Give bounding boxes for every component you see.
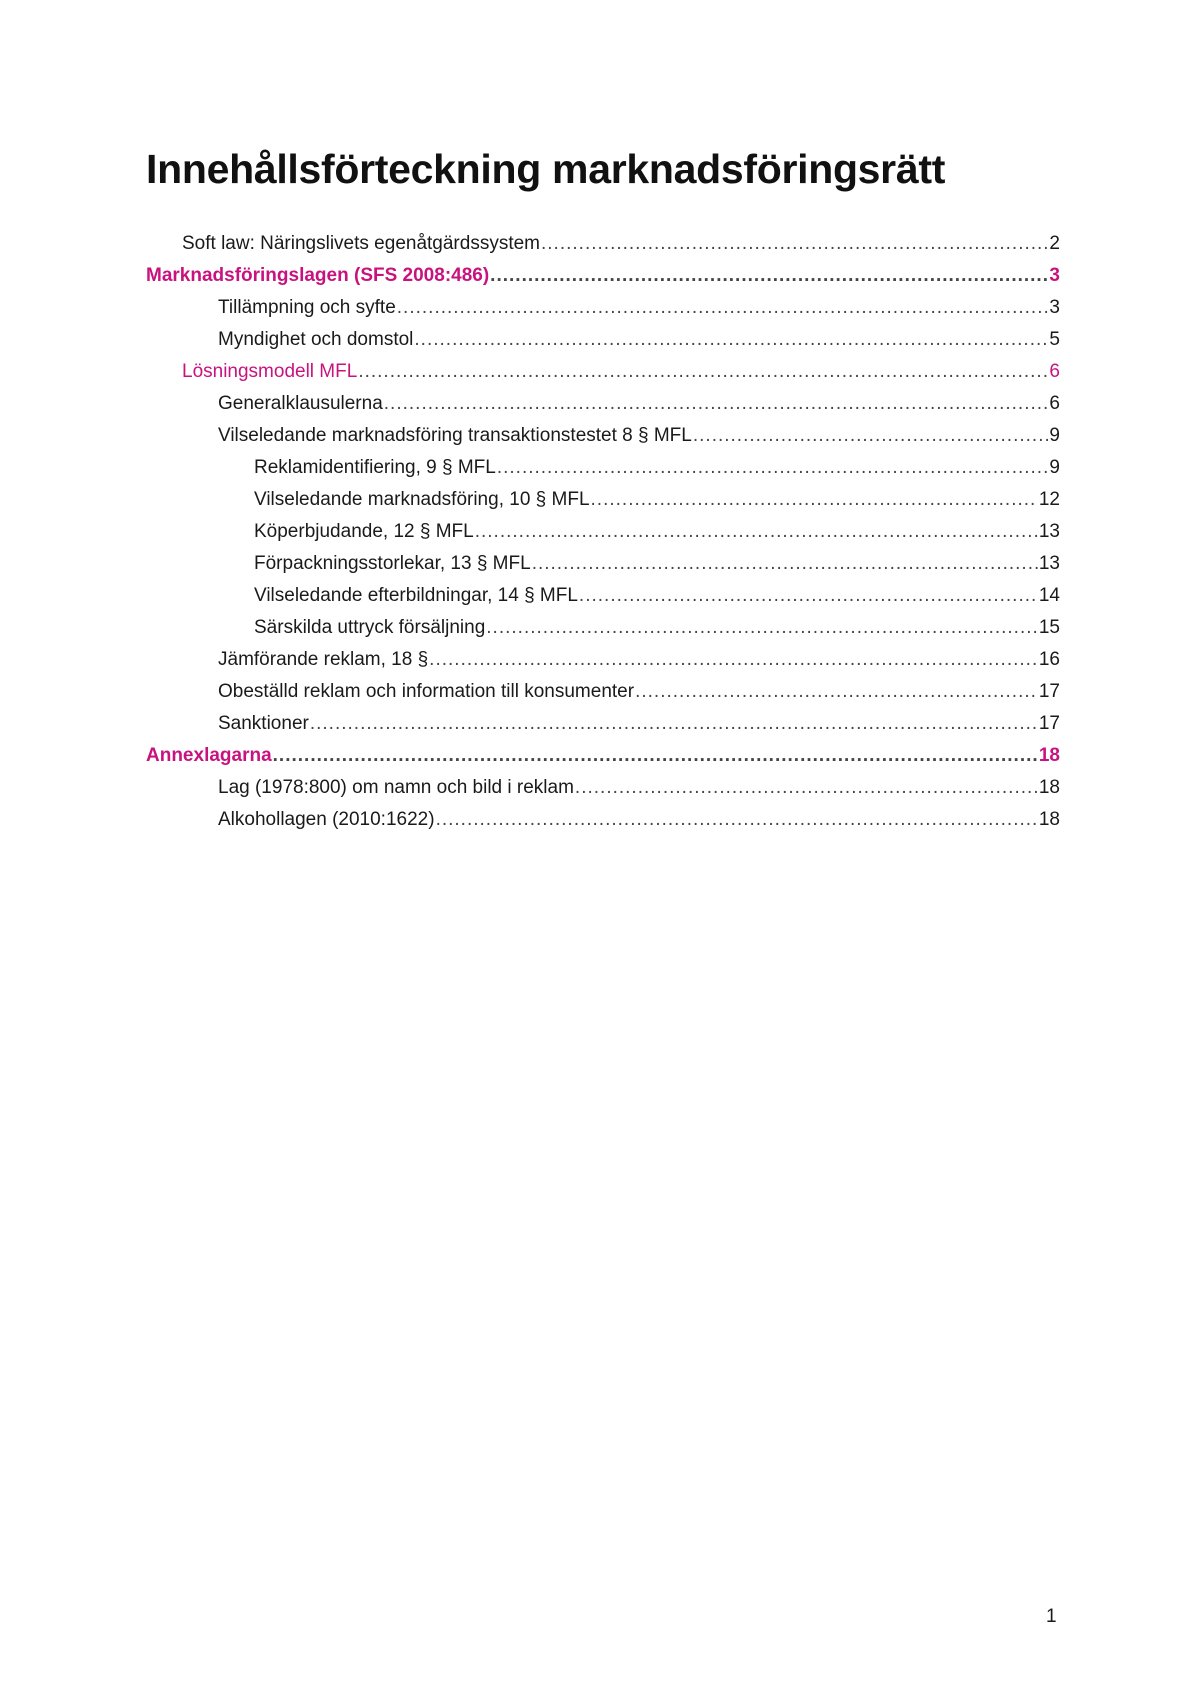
toc-entry[interactable]: [254, 450, 1060, 480]
toc-entry-title: Lösningsmodell MFL: [182, 361, 358, 382]
toc-leader-dots: [486, 616, 1038, 640]
toc-entry[interactable]: [218, 418, 1060, 448]
toc-leader-dots: [591, 488, 1038, 512]
toc-leader-dots: [273, 744, 1038, 768]
toc-entry[interactable]: [218, 706, 1060, 736]
toc-entry-page: 5: [1049, 329, 1060, 350]
toc-entry-page: 6: [1049, 393, 1060, 414]
toc-entry-page: 9: [1049, 425, 1060, 446]
toc-entry-title: Annexlagarna: [146, 745, 272, 766]
toc-entry-title: Soft law: Näringslivets egenåtgärdssystem: [182, 233, 540, 254]
toc-entry[interactable]: [182, 354, 1060, 384]
toc-entry-title: Marknadsföringslagen (SFS 2008:486): [146, 265, 490, 286]
toc-entry[interactable]: [218, 642, 1060, 672]
toc-leader-dots: [384, 392, 1049, 416]
toc-entry-page: 2: [1049, 233, 1060, 254]
toc-entry[interactable]: [254, 482, 1060, 512]
toc-entry-page: 9: [1049, 457, 1060, 478]
toc-entry-page: 16: [1038, 649, 1060, 670]
toc-entry-page: 17: [1038, 713, 1060, 734]
toc-entry[interactable]: [254, 578, 1060, 608]
toc-entry[interactable]: [218, 770, 1060, 800]
toc-entry[interactable]: [218, 322, 1060, 352]
toc-entry-title: Sanktioner: [218, 713, 309, 734]
toc-leader-dots: [358, 360, 1048, 384]
toc-leader-dots: [541, 232, 1048, 256]
page-number: 1: [1046, 1606, 1057, 1627]
toc-entry-title: Obeställd reklam och information till konsumenter: [218, 681, 635, 702]
toc-leader-dots: [414, 328, 1048, 352]
toc-entry-title: Vilseledande marknadsföring, 10 § MFL: [254, 489, 590, 510]
toc-entry-title: Vilseledande marknadsföring transaktionstestet 8 § MFL: [218, 425, 692, 446]
toc-entry-title: Alkohollagen (2010:1622): [218, 809, 435, 830]
toc-leader-dots: [693, 424, 1049, 448]
toc-entry-page: 15: [1038, 617, 1060, 638]
toc-leader-dots: [635, 680, 1038, 704]
toc-leader-dots: [490, 264, 1048, 288]
toc-entry-page: 18: [1038, 745, 1060, 766]
toc-entry-title: Jämförande reklam, 18 §: [218, 649, 429, 670]
toc-leader-dots: [497, 456, 1049, 480]
toc-entry-title: Vilseledande efterbildningar, 14 § MFL: [254, 585, 578, 606]
toc-entry[interactable]: [182, 226, 1060, 256]
page-title: Innehållsförteckning marknadsföringsrätt: [146, 146, 946, 192]
toc-leader-dots: [475, 520, 1038, 544]
toc-entry-page: 13: [1038, 521, 1060, 542]
toc-entry[interactable]: [218, 674, 1060, 704]
toc-entry-title: Reklamidentifiering, 9 § MFL: [254, 457, 496, 478]
toc-entry-page: 18: [1038, 809, 1060, 830]
toc-leader-dots: [575, 776, 1038, 800]
toc-leader-dots: [429, 648, 1038, 672]
toc-entry-page: 3: [1049, 297, 1060, 318]
toc-entry[interactable]: [218, 290, 1060, 320]
toc-leader-dots: [436, 808, 1038, 832]
toc-entry-page: 14: [1038, 585, 1060, 606]
toc-entry-title: Tillämpning och syfte: [218, 297, 396, 318]
toc-entry-page: 12: [1038, 489, 1060, 510]
toc-leader-dots: [397, 296, 1049, 320]
toc-entry-page: 13: [1038, 553, 1060, 574]
toc-entry[interactable]: [254, 546, 1060, 576]
toc-entry[interactable]: [254, 514, 1060, 544]
toc-entry[interactable]: [146, 258, 1060, 288]
toc-entry-page: 6: [1049, 361, 1060, 382]
toc-leader-dots: [579, 584, 1038, 608]
toc-entry-page: 17: [1038, 681, 1060, 702]
toc-entry[interactable]: [254, 610, 1060, 640]
toc-entry-title: Köperbjudande, 12 § MFL: [254, 521, 474, 542]
toc-entry-title: Lag (1978:800) om namn och bild i reklam: [218, 777, 574, 798]
toc-leader-dots: [310, 712, 1038, 736]
toc-entry-title: Särskilda uttryck försäljning: [254, 617, 486, 638]
toc-entry[interactable]: [218, 802, 1060, 832]
toc-leader-dots: [532, 552, 1038, 576]
toc-entry-page: 3: [1049, 265, 1060, 286]
toc-entry[interactable]: [218, 386, 1060, 416]
toc-entry[interactable]: [146, 738, 1060, 768]
toc-entry-title: Generalklausulerna: [218, 393, 383, 414]
toc-entry-page: 18: [1038, 777, 1060, 798]
toc-entry-title: Myndighet och domstol: [218, 329, 414, 350]
toc-entry-title: Förpackningsstorlekar, 13 § MFL: [254, 553, 531, 574]
